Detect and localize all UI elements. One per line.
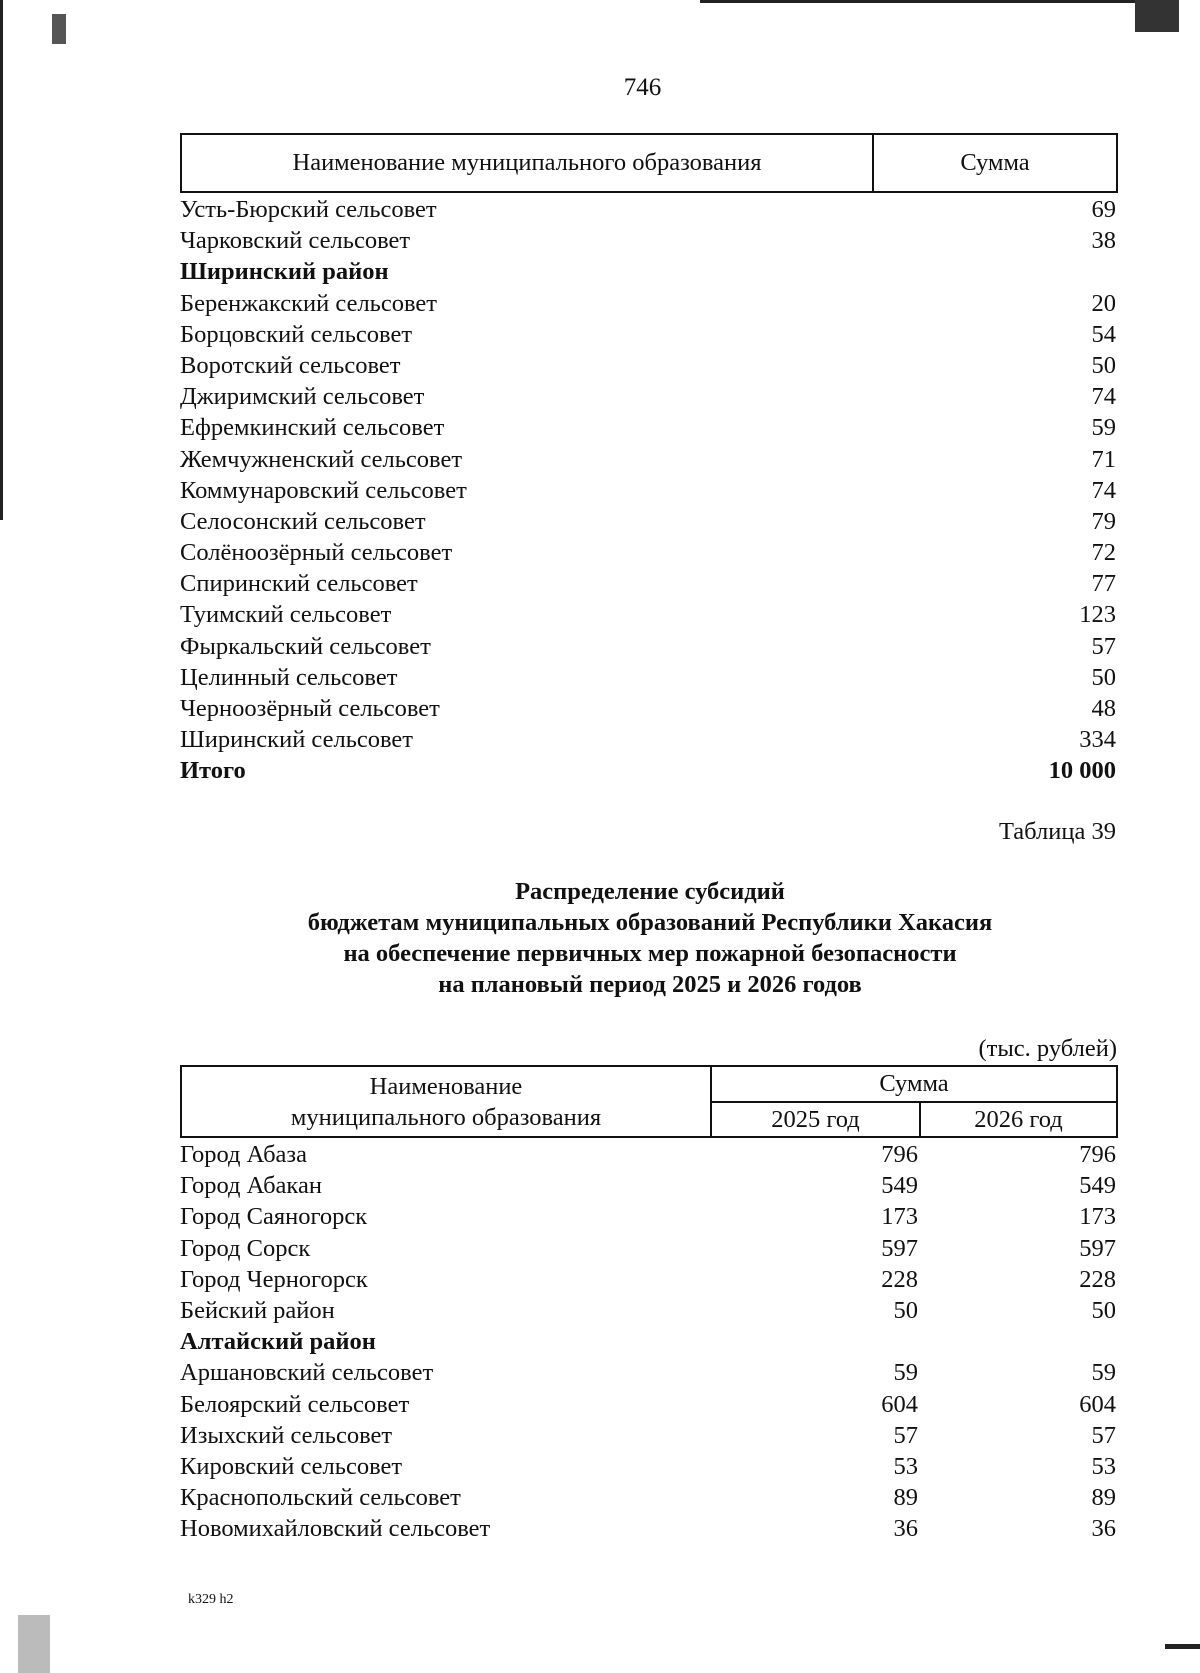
table1-header xyxy=(180,133,1118,193)
scan-corner-top-right xyxy=(1135,0,1179,32)
page-number: 746 xyxy=(623,74,662,101)
table-row: Туимский сельсовет 123 xyxy=(180,601,1116,629)
table-title-line: на плановый период 2025 и 2026 годов xyxy=(438,971,862,998)
table2-header-sum: Сумма xyxy=(879,1070,949,1097)
table-row: Бейский район 50 50 xyxy=(180,1296,1116,1324)
table-row: Аршановский сельсовет 59 59 xyxy=(180,1359,1116,1387)
table-row: Джиримский сельсовет 74 xyxy=(180,383,1116,411)
table-row: Целинный сельсовет 50 xyxy=(180,663,1116,691)
table-row: Усть-Бюрский сельсовет 69 xyxy=(180,196,1116,223)
table1-header-name: Наименование муниципального образования xyxy=(292,149,762,176)
table2-header-name: Наименование муниципального образования xyxy=(290,1073,602,1131)
table-row: Краснопольский сельсовет 89 89 xyxy=(180,1484,1116,1512)
table1-header-sum: Сумма xyxy=(960,149,1030,176)
table-row: Черноозёрный сельсовет 48 xyxy=(180,695,1116,722)
table-row: Новомихайловский сельсовет 36 36 xyxy=(180,1515,1116,1543)
table-row: Фыркальский сельсовет 57 xyxy=(180,632,1116,660)
scan-corner-bottom-left xyxy=(18,1615,50,1673)
table-row: Жемчужненский сельсовет 71 xyxy=(180,445,1116,473)
table-title-line: бюджетам муниципальных образований Республики Хакасия xyxy=(307,909,993,936)
table-title-line: Распределение субсидий xyxy=(515,878,785,905)
table-title-line: на обеспечение первичных мер пожарной безопасности xyxy=(343,940,957,967)
table2-header xyxy=(180,1065,1118,1138)
table-row: Город Саяногорск 173 173 xyxy=(180,1203,1116,1231)
table-row: Селосонский сельсовет 79 xyxy=(180,507,1116,535)
table-row: Кировский сельсовет 53 53 xyxy=(180,1452,1116,1480)
table2-header-2026: 2026 год xyxy=(974,1105,1063,1133)
table2-body xyxy=(180,1139,1116,1544)
table2-header-2025: 2025 год xyxy=(771,1105,860,1133)
table-row: Город Черногорск 228 228 xyxy=(180,1265,1116,1293)
table-row: Солёноозёрный сельсовет 72 xyxy=(180,539,1116,567)
table-label: Таблица 39 xyxy=(998,818,1116,845)
table-row: Ефремкинский сельсовет 59 xyxy=(180,414,1116,442)
table-row: Чарковский сельсовет 38 xyxy=(180,227,1116,255)
table-row-total: Итого 10 000 xyxy=(180,757,1116,785)
table-row: Беренжакский сельсовет 20 xyxy=(180,289,1116,317)
table-row: Воротский сельсовет 50 xyxy=(180,351,1116,379)
units-label: (тыс. рублей) xyxy=(978,1035,1117,1062)
table-row: Город Абакан 549 549 xyxy=(180,1172,1116,1200)
scan-edge-top xyxy=(700,0,1170,3)
table-row-district: Ширинский район xyxy=(180,258,389,286)
table-row: Коммунаровский сельсовет 74 xyxy=(180,476,1116,504)
table-row: Белоярский сельсовет 604 604 xyxy=(180,1390,1116,1418)
scan-corner-top-left xyxy=(52,14,66,44)
table-row: Спиринский сельсовет 77 xyxy=(180,570,1116,598)
table-row: Ширинский сельсовет 334 xyxy=(180,726,1116,754)
table-row: Город Сорск 597 597 xyxy=(180,1234,1116,1262)
footer-code: k329 h2 xyxy=(188,1592,234,1607)
table-title xyxy=(0,876,1200,1000)
table1-body xyxy=(180,194,1116,787)
table-row: Изыхский сельсовет 57 57 xyxy=(180,1421,1116,1449)
table-row: Город Абаза 796 796 xyxy=(180,1141,1116,1168)
table-row: Борцовский сельсовет 54 xyxy=(180,320,1116,348)
table-row-district: Алтайский район xyxy=(180,1328,376,1356)
scan-corner-bottom-right xyxy=(1165,1644,1200,1649)
